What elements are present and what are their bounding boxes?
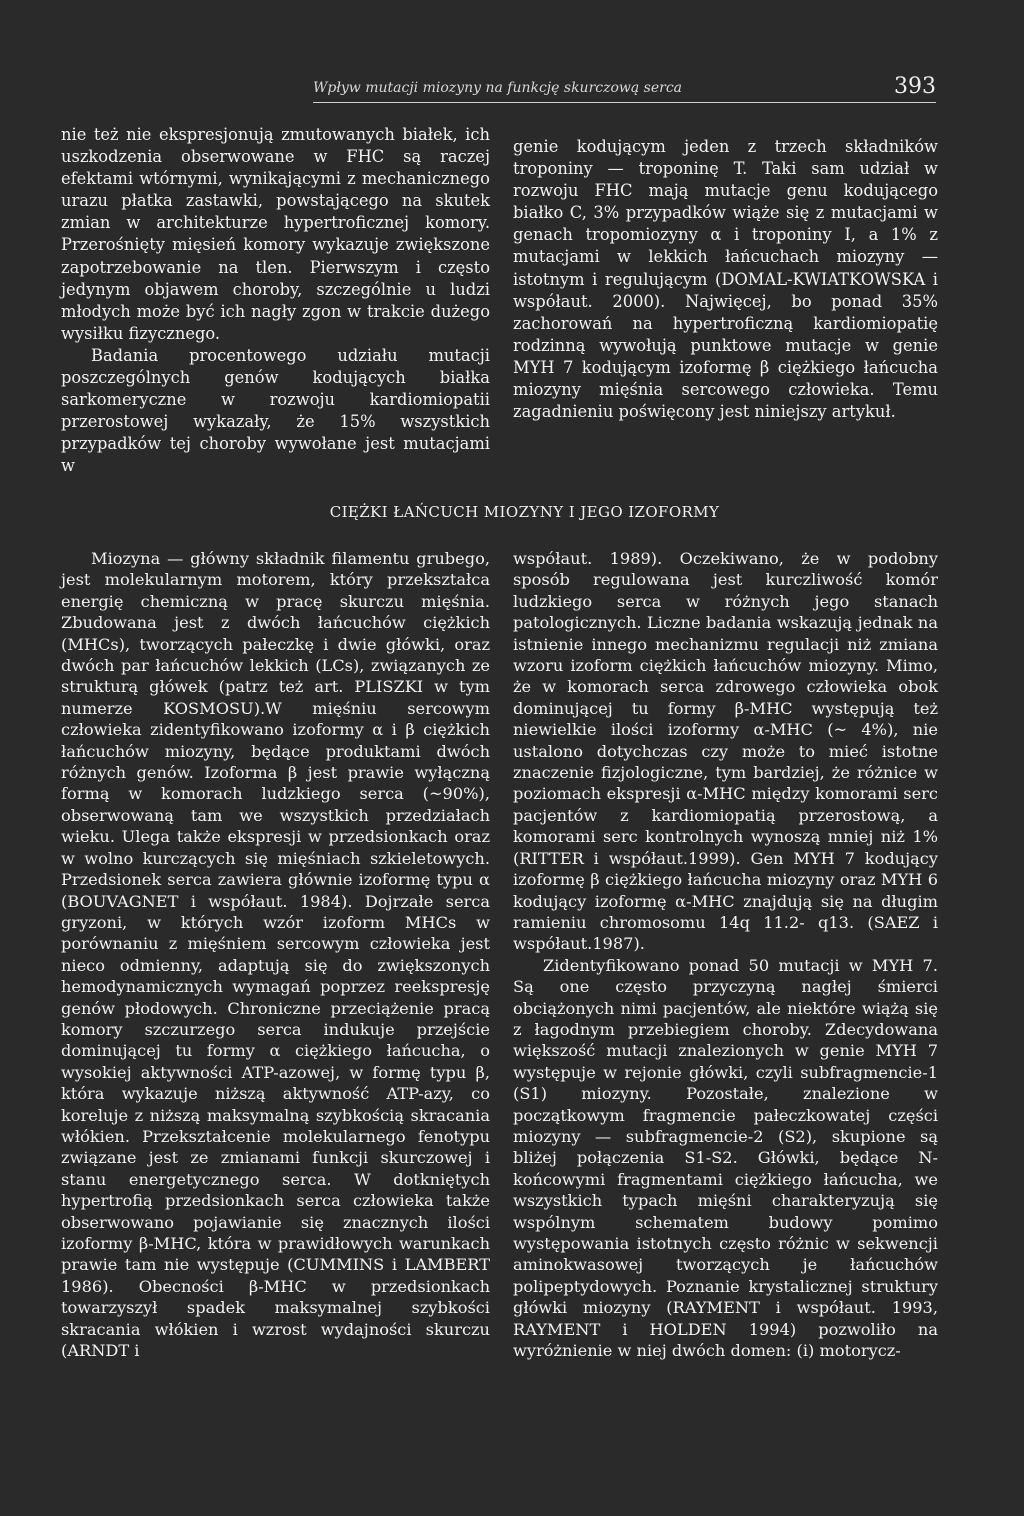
paragraph: Zidentyfikowano ponad 50 mutacji w MYH 7. Są one często przyczyną nagłej śmierci obciążonych nimi pacjentów, ale niektóre wiążą się z łagodnym przebiegiem choroby. Zdecydowana większość mutacji znalezionych w genie MYH 7 występuje w rejonie główki, czyli subfragmencie-1 (S1) miozyny. Pozostałe, znalezione w początkowym fragmencie pałeczkowatej części miozyny — subfragmencie-2 (S2), skupione są bliżej połączenia S1-S2. Główki, będące N-końcowymi fragmentami ciężkiego łańcucha, we wszystkich typach mięśni charakteryzują się wspólnym schematem budowy pomimo występowania istotnych często różnic w sekwencji aminokwasowej tworzących je łańcuchów polipeptydowych. Poznanie krystalicznej struktury główki miozyny (RAYMENT i współaut. 1993, RAYMENT i HOLDEN 1994) pozwoliło na wyróżnienie w niej dwóch domen: (i) motorycz- (513, 955, 938, 1361)
column-bottom-left (61, 548, 490, 1468)
section-heading: CIĘŻKI ŁAŃCUCH MIOZYNY I JEGO IZOFORMY (329, 503, 720, 521)
paragraph: nie też nie ekspresjonują zmutowanych białek, ich uszkodzenia obserwowane w FHC są raczej efektami wtórnymi, wynikającymi z mechanicznego urazu płatka zastawki, powstającego na skutek zmian w architekturze hypertroficznej komory. Przerośnięty mięsień komory wykazuje zwiększone zapotrzebowanie na tlen. Pierwszym i często jedynym objawem choroby, szczególnie u ludzi młodych może być ich nagły zgon w trakcie dużego wysiłku fizycznego. (61, 125, 490, 343)
paragraph: genie kodującym jeden z trzech składników troponiny — troponinę T. Taki sam udział w rozwoju FHC mają mutacje genu kodującego białko C, 3% przypadków wiąże się z mutacjami w genach tropomiozyny α i troponiny I, a 1% z mutacjami w lekkich łańcuchach miozyny — istotnym i regulującym (DOMAL-KWIATKOWSKA i współaut. 2000). Najwięcej, bo ponad 35% zachorowań na hypertroficzną kardiomiopatię rodzinną wywołują punktowe mutacje w genie MYH 7 kodującym izoformę β ciężkiego łańcucha miozyny mięśnia sercowego człowieka. Temu zagadnieniu poświęcony jest niniejszy artykuł. (513, 137, 938, 422)
column-bottom-right (513, 548, 938, 1468)
paragraph: współaut. 1989). Oczekiwano, że w podobny sposób regulowana jest kurczliwość komór ludzkiego serca w różnych jego stanach patologicznych. Liczne badania wskazują jednak na istnienie innego mechanizmu regulacji niż zmiana wzoru izoform ciężkich łańcuchów miozyny. Mimo, że w komorach serca zdrowego człowieka obok dominującej tu formy β-MHC występują też niewielkie ilości izoformy α-MHC (~ 4%), nie ustalono dotychczas czy może to mieć istotne znaczenie fizjologiczne, tym bardziej, że różnice w poziomach ekspresji α-MHC między komorami serc pacjentów z kardiomiopatią przerostową, a komorami serc kontrolnych wynoszą mniej niż 1% (RITTER i współaut.1999). Gen MYH 7 kodujący izoformę β ciężkiego łańcucha miozyny oraz MYH 6 kodujący izoformę α-MHC znajdują się na długim ramieniu chromosomu 14q 11.2- q13. (SAEZ i współaut.1987). (513, 549, 938, 954)
page-header (0, 74, 1024, 108)
running-title: Wpływ mutacji miozyny na funkcję skurczową serca (313, 80, 683, 96)
column-top-left (61, 124, 490, 474)
column-top-right (513, 136, 938, 446)
paragraph: Miozyna — główny składnik filamentu grubego, jest molekularnym motorem, który przekształca energię chemiczną w pracę skurczu mięśnia. Zbudowana jest z dwóch łańcuchów ciężkich (MHCs), tworzących pałeczkę i dwie główki, oraz dwóch par łańcuchów lekkich (LCs), związanych ze strukturą główek (patrz też art. PLISZKI w tym numerze KOSMOSU).W mięśniu sercowym człowieka zidentyfikowano izoformy α i β ciężkich łańcuchów miozyny, będące produktami dwóch różnych genów. Izoforma β jest prawie wyłączną formą w komorach ludzkiego serca (~90%), obserwowaną tam we wszystkich przedziałach wieku. Ulega także ekspresji w przedsionkach oraz w wolno kurczących się mięśniach szkieletowych. Przedsionek serca zawiera głównie izoformę typu α (BOUVAGNET i współaut. 1984). Dojrzałe serca gryzoni, w których wzór izoform MHCs w porównaniu z mięśniem sercowym człowieka jest nieco odmienny, adaptują się do zwiększonych hemodynamicznych wymagań poprzez reekspresję genów płodowych. Chroniczne przeciążenie pracą komory szczurzego serca indukuje przejście dominującej tu formy α ciężkiego łańcucha, o wysokiej aktywności ATP-azowej, w formę typu β, która wykazuje niższą aktywność ATP-azy, co koreluje z niższą maksymalną szybkością skracania włókien. Przekształcenie molekularnego fenotypu związane jest ze zmianami funkcji skurczowej i stanu energetycznego serca. W dotkniętych hypertrofią przedsionkach serca człowieka także obserwowano pojawianie się znacznych ilości izoformy β-MHC, która w prawidłowych warunkach prawie tam nie występuje (CUMMINS i LAMBERT 1986). Obecności β-MHC w przedsionkach towarzyszył spadek maksymalnej szybkości skracania włókien i wzrost wydajności skurczu (ARNDT i (61, 549, 490, 1361)
paragraph: Badania procentowego udziału mutacji poszczególnych genów kodujących białka sarkomeryczne w rozwoju kardiomiopatii przerostowej wykazały, że 15% wszystkich przypadków tej choroby wywołane jest mutacjami w (61, 345, 490, 476)
page-number: 393 (894, 74, 936, 99)
header-rule (313, 102, 936, 103)
